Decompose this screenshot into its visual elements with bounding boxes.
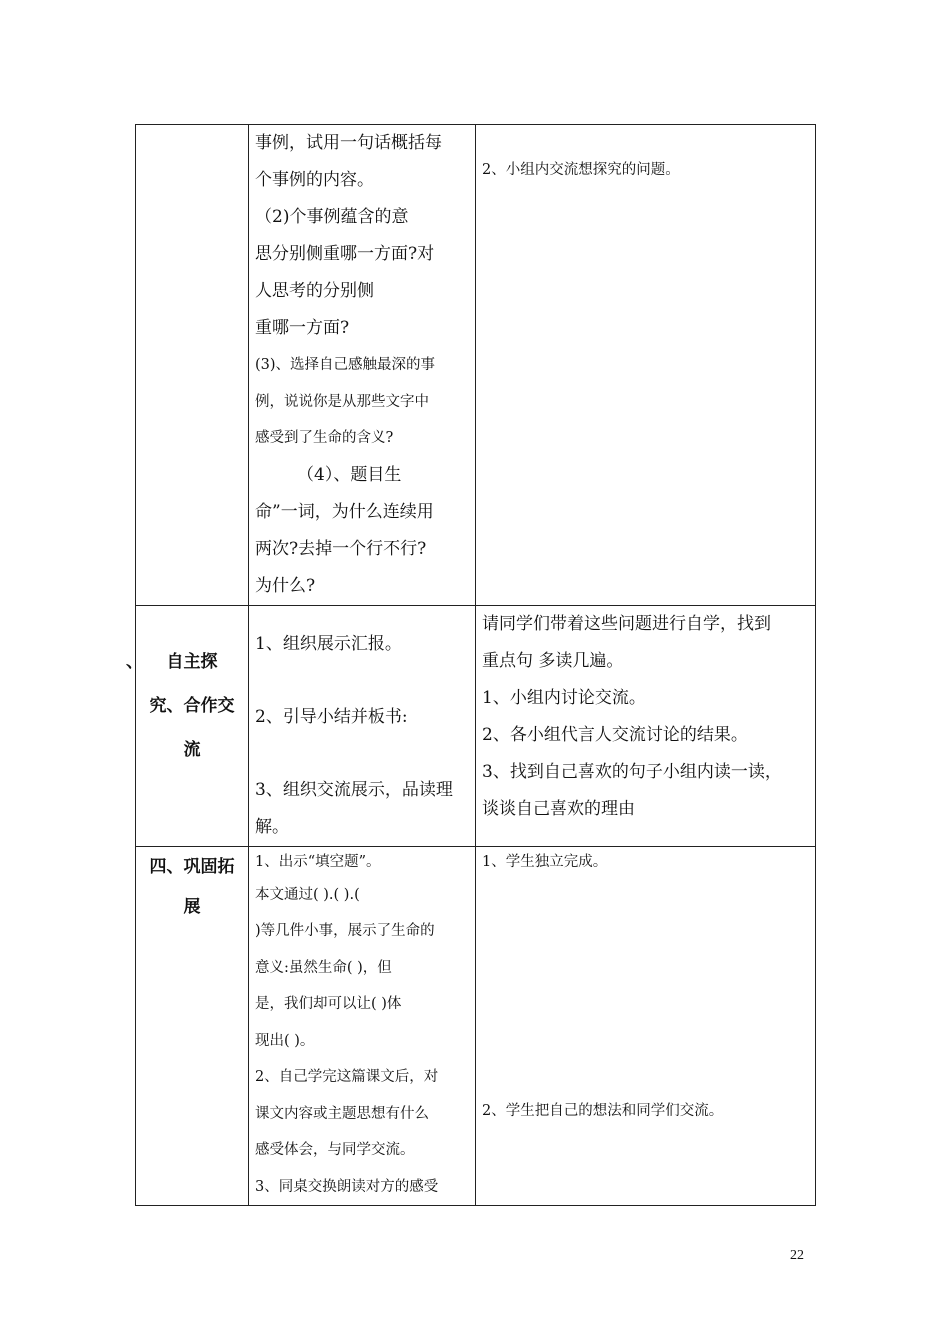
text-line: 重点句 多读几遍。: [482, 650, 624, 671]
text-line: 谈谈自己喜欢的理由: [482, 798, 635, 819]
text-line: 2、学生把自己的想法和同学们交流。: [482, 1102, 724, 1119]
student-activity-cell: [476, 125, 816, 606]
text-line: 重哪一方面?: [255, 318, 350, 338]
page-number: 22: [790, 1248, 804, 1263]
student-activity-cell: [476, 846, 816, 1206]
text-line: 请同学们带着这些问题进行自学，找到: [482, 613, 771, 634]
text-line: 2、各小组代言人交流讨论的结果。: [482, 724, 748, 745]
stage-cell: [136, 125, 249, 606]
text-line: 为什么?: [255, 575, 316, 596]
stage-label: [126, 640, 242, 772]
text-line: 1、组织展示汇报。: [255, 633, 402, 654]
text-line: 课文内容或主题思想有什么: [255, 1105, 429, 1122]
text-line: 究、合作交: [149, 695, 235, 716]
text-line: 1、学生独立完成。: [482, 853, 608, 870]
text-line: 自主探: [166, 651, 218, 672]
text-line: 2、引导小结并板书:: [255, 706, 408, 727]
text-line: 3、组织交流展示，品读理: [255, 779, 453, 800]
student-activity-cell: [476, 605, 816, 846]
stage-label: [142, 847, 242, 927]
text-line: 两次?去掉一个行不行?: [255, 538, 427, 559]
teacher-activity-cell: [249, 605, 476, 846]
text-line: 感受到了生命的含义?: [255, 430, 394, 446]
text-line: 个事例的内容。: [255, 170, 374, 190]
lesson-plan-table: [126, 124, 816, 1206]
text-line: 命”一词，为什么连续用: [255, 501, 434, 522]
table-row: [136, 125, 816, 606]
text-line: 四、巩固拓: [149, 856, 235, 877]
teacher-activity-cell: [249, 125, 476, 606]
text-line: 流: [183, 739, 201, 760]
text-line: 例，说说你是从那些文字中: [255, 393, 429, 410]
text-line: 2、小组内交流想探究的问题。: [482, 162, 680, 178]
text-line: 1、出示“填空题”。: [255, 853, 381, 870]
stage-cell: [136, 846, 249, 1206]
text-line: （4）、题目生: [297, 464, 402, 485]
text-line: (3)、选择自己感触最深的事: [255, 357, 436, 373]
text-line: 感受体会，与同学交流。: [255, 1142, 415, 1158]
text-line: 是，我们却可以让( )体: [255, 996, 402, 1012]
table-row: [136, 846, 816, 1206]
text-line: 人思考的分别侧: [255, 281, 374, 301]
text-line: 思分别侧重哪一方面?对: [255, 244, 435, 264]
text-line: 解。: [255, 816, 289, 837]
text-line: 3、同桌交换朗读对方的感受: [255, 1178, 439, 1195]
text-line: 1、小组内讨论交流。: [482, 687, 646, 708]
text-line: )等几件小事，展示了生命的: [255, 923, 435, 939]
stage-cell: [126, 605, 249, 846]
text-line: 意义:虽然生命( )，但: [255, 959, 392, 976]
stage-mark: 、: [126, 651, 143, 672]
teacher-activity-cell: [249, 846, 476, 1206]
table-row: [136, 605, 816, 846]
text-line: 3、找到自己喜欢的句子小组内读一读，: [482, 761, 782, 782]
text-line: 本文通过( ).( ).(: [255, 886, 360, 903]
text-line: 事例，试用一句话概括每: [255, 133, 442, 153]
text-line: 展: [183, 896, 201, 917]
text-line: （2)个事例蕴含的意: [255, 207, 409, 227]
text-line: 现出( )。: [255, 1032, 315, 1049]
text-line: 2、自己学完这篇课文后，对: [255, 1069, 439, 1085]
